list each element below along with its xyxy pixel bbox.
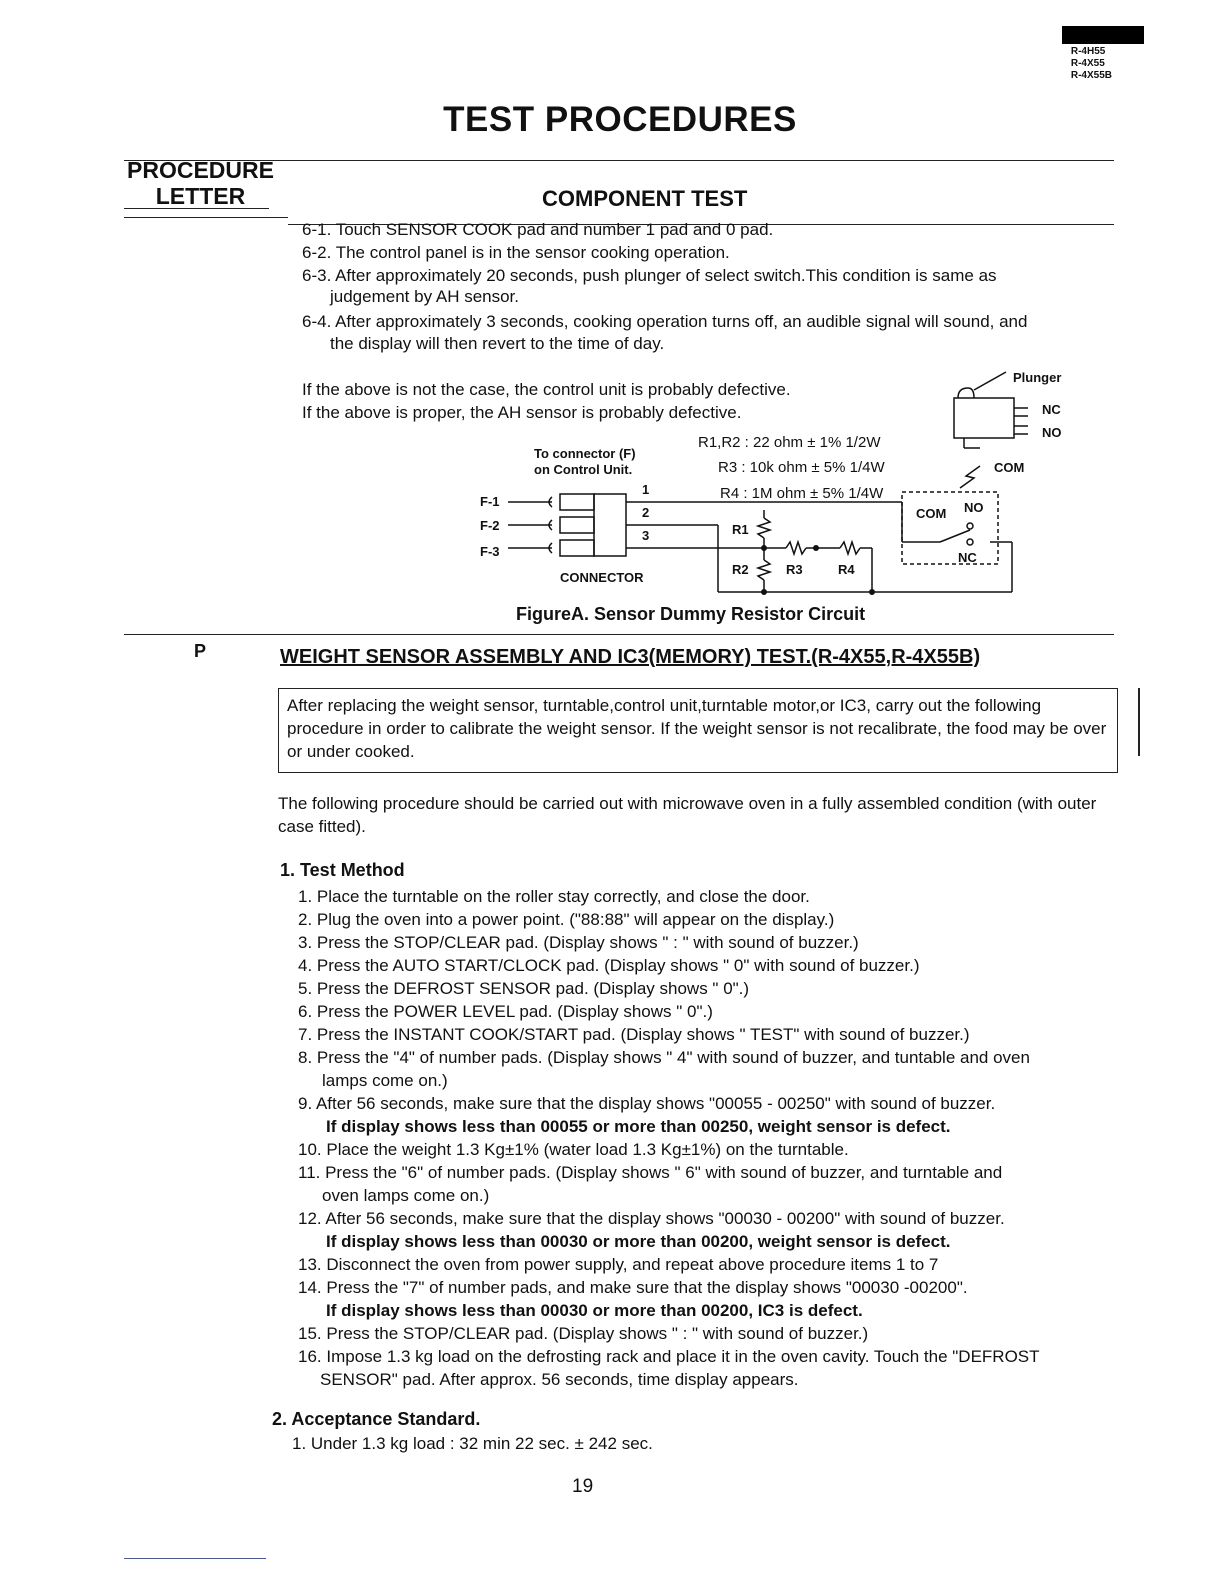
model-3: R-4X55B [1070, 70, 1112, 81]
method-item-9-warning: If display shows less than 00055 or more than 00250, weight sensor is defect. [326, 1117, 951, 1136]
step-6-1: 6-1. Touch SENSOR COOK pad and number 1 pad and 0 pad. [302, 220, 774, 239]
page-number: 19 [572, 1476, 594, 1497]
connector-label: CONNECTOR [560, 570, 644, 585]
procedure-letter-underline [124, 208, 269, 209]
method-item-16-cont: SENSOR" pad. After approx. 56 seconds, time display appears. [320, 1370, 799, 1389]
model-2: R-4X55 [1070, 58, 1105, 69]
figure-caption: FigureA. Sensor Dummy Resistor Circuit [516, 604, 866, 624]
plunger-switch-body [954, 398, 1014, 438]
to-connector-line1: To connector (F) [534, 446, 636, 461]
pin-f3-label: F-3 [480, 544, 500, 559]
nc-label-top: NC [1042, 402, 1061, 417]
footer-link-line [124, 1558, 266, 1559]
method-item-7: 7. Press the INSTANT COOK/START pad. (Display shows " TEST" with sound of buzzer.) [298, 1025, 970, 1044]
connector-housing [594, 494, 626, 556]
method-item-8-cont: lamps come on.) [322, 1071, 448, 1090]
connector-pin-3 [560, 540, 594, 556]
method-item-3: 3. Press the STOP/CLEAR pad. (Display shows " : " with sound of buzzer.) [298, 933, 859, 952]
method-item-1: 1. Place the turntable on the roller stay correctly, and close the door. [298, 887, 810, 906]
step-6-4: 6-4. After approximately 3 seconds, cooking operation turns off, an audible signal will sound, and [302, 312, 1028, 331]
connector-pin-2 [560, 517, 594, 533]
connector-pin-1 [560, 494, 594, 510]
method-item-11: 11. Press the "6" of number pads. (Display shows " 6" with sound of buzzer, and turntable and [298, 1163, 1003, 1182]
condition-2: If the above is proper, the AH sensor is probably defective. [302, 403, 742, 422]
com-label-switch: COM [916, 506, 947, 521]
procedure-letter-heading [127, 157, 274, 209]
pin-number-2: 2 [642, 505, 650, 520]
procedure-letter-p: P [194, 641, 207, 661]
method-item-11-cont: oven lamps come on.) [322, 1186, 490, 1205]
acceptance-item-1: 1. Under 1.3 kg load : 32 min 22 sec. ± 242 sec. [292, 1434, 653, 1453]
model-list [1071, 46, 1112, 82]
method-item-5: 5. Press the DEFROST SENSOR pad. (Display shows " 0".) [298, 979, 750, 998]
select-switch-box [902, 492, 998, 564]
switch-contact [940, 530, 970, 542]
header-black-tab [1062, 26, 1144, 44]
step-6-3-cont: judgement by AH sensor. [330, 287, 520, 306]
left-rule [124, 217, 288, 218]
r3-label: R3 [786, 562, 803, 577]
resistor-spec-2: R3 : 10k ohm ± 5% 1/4W [718, 459, 885, 476]
resistor-spec-1: R1,R2 : 22 ohm ± 1% 1/2W [698, 434, 881, 451]
method-item-13: 13. Disconnect the oven from power supply, and repeat above procedure items 1 to 7 [298, 1255, 939, 1274]
com-terminal [960, 466, 980, 488]
resistor-r1 [758, 518, 770, 538]
pin-number-3: 3 [642, 528, 650, 543]
resistor-r3 [786, 542, 806, 554]
sensor-dummy-circuit [460, 360, 1100, 600]
resistor-spec-3: R4 : 1M ohm ± 5% 1/4W [720, 485, 884, 502]
method-item-15: 15. Press the STOP/CLEAR pad. (Display shows " : " with sound of buzzer.) [298, 1324, 869, 1343]
no-label-top: NO [1042, 425, 1062, 440]
plunger [958, 388, 974, 398]
pin-number-1: 1 [642, 482, 650, 497]
method-item-12: 12. After 56 seconds, make sure that the display shows "00030 - 00200" with sound of buzzer. [298, 1209, 1005, 1228]
revision-bar [1138, 688, 1140, 756]
acceptance-heading: 2. Acceptance Standard. [272, 1409, 481, 1429]
weight-sensor-title: WEIGHT SENSOR ASSEMBLY AND IC3(MEMORY) TEST.(R-4X55,R-4X55B) [280, 646, 981, 668]
component-test-heading: COMPONENT TEST [542, 186, 748, 211]
method-item-4: 4. Press the AUTO START/CLOCK pad. (Display shows " 0" with sound of buzzer.) [298, 956, 920, 975]
method-item-12-warning: If display shows less than 00030 or more than 00200, weight sensor is defect. [326, 1232, 951, 1251]
com-label-top: COM [994, 460, 1025, 475]
model-1: R-4H55 [1070, 46, 1106, 57]
method-item-16: 16. Impose 1.3 kg load on the defrosting rack and place it in the oven cavity. Touch the "DEFROST [298, 1347, 1040, 1366]
r4-label: R4 [838, 562, 855, 577]
calibration-notice: After replacing the weight sensor, turntable,control unit,turntable motor,or IC3, carry out the following procedure in order to calibrate the weight sensor. If the weight sensor is not recalibrate, the food may be over or under cooked. [278, 688, 1118, 773]
resistor-r4 [840, 542, 860, 554]
step-6-2: 6-2. The control panel is in the sensor cooking operation. [302, 243, 730, 262]
no-label-switch: NO [964, 500, 984, 515]
r2-label: R2 [732, 562, 749, 577]
intro-paragraph: The following procedure should be carried out with microwave oven in a fully assembled condition (with outer case fitted). [278, 794, 1097, 836]
method-item-14-warning: If display shows less than 00030 or more than 00200, IC3 is defect. [326, 1301, 863, 1320]
method-item-2: 2. Plug the oven into a power point. ("88:88" will appear on the display.) [298, 910, 835, 929]
resistor-r2 [758, 560, 770, 580]
to-connector-line2: on Control Unit. [534, 462, 633, 477]
procedure-letter-line1: PROCEDURE [127, 157, 274, 183]
pin-f2-label: F-2 [480, 518, 500, 533]
figure-rule [124, 634, 1114, 635]
method-item-14: 14. Press the "7" of number pads, and make sure that the display shows "00030 -00200". [298, 1278, 968, 1297]
procedure-letter-line2: LETTER [155, 183, 246, 209]
step-6-3: 6-3. After approximately 20 seconds, push plunger of select switch.This condition is same as [302, 266, 997, 285]
step-6-4-cont: the display will then revert to the time of day. [330, 334, 665, 353]
pin-f1-label: F-1 [480, 494, 500, 509]
test-method-list [298, 885, 1108, 1391]
method-item-9: 9. After 56 seconds, make sure that the display shows "00055 - 00250" with sound of buzzer. [298, 1094, 996, 1113]
page-title: TEST PROCEDURES [443, 100, 797, 139]
method-item-6: 6. Press the POWER LEVEL pad. (Display shows " 0".) [298, 1002, 713, 1021]
method-item-8: 8. Press the "4" of number pads. (Display shows " 4" with sound of buzzer, and tuntable and oven [298, 1048, 1030, 1067]
method-item-10: 10. Place the weight 1.3 Kg±1% (water load 1.3 Kg±1%) on the turntable. [298, 1140, 849, 1159]
plunger-label: Plunger [1013, 370, 1062, 385]
test-method-heading: 1. Test Method [280, 860, 405, 880]
nc-label-switch: NC [958, 550, 977, 565]
r1-label: R1 [732, 522, 749, 537]
condition-1: If the above is not the case, the control unit is probably defective. [302, 380, 791, 399]
